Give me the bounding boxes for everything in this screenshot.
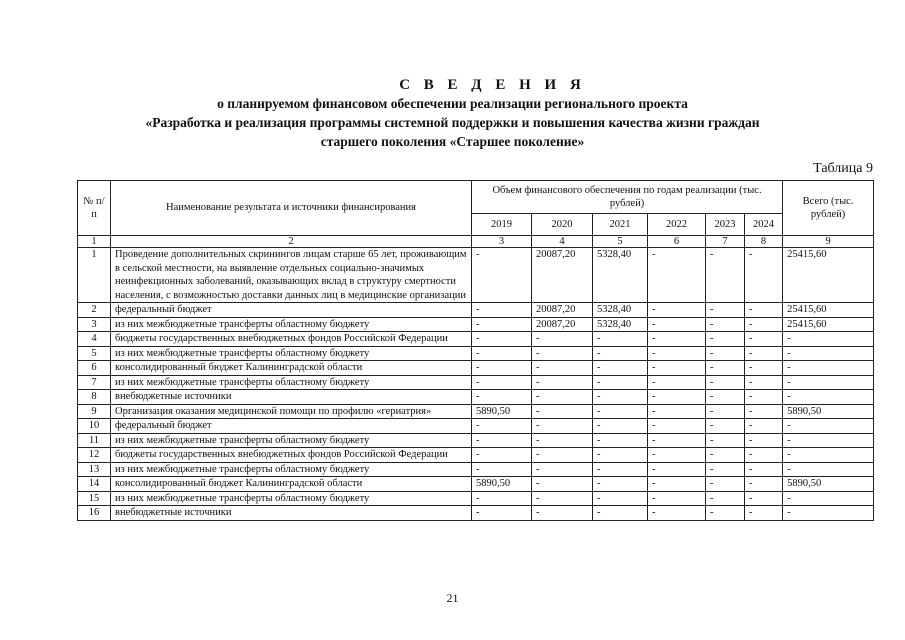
row-total: - bbox=[783, 375, 874, 390]
value-2021: 5328,40 bbox=[593, 248, 648, 303]
value-2022: - bbox=[648, 462, 706, 477]
row-total: - bbox=[783, 491, 874, 506]
header-year-2019: 2019 bbox=[472, 214, 532, 236]
subtitle-line-3: старшего поколения «Старшее поколение» bbox=[320, 134, 585, 149]
row-name: из них межбюджетные трансферты областному бюджету bbox=[111, 346, 472, 361]
value-2019: - bbox=[472, 419, 532, 434]
table-row bbox=[78, 332, 874, 347]
row-total: - bbox=[783, 506, 874, 521]
value-2023: - bbox=[706, 419, 745, 434]
row-number: 2 bbox=[78, 303, 111, 318]
value-2021: - bbox=[593, 419, 648, 434]
value-2021: 5328,40 bbox=[593, 317, 648, 332]
table-row bbox=[78, 419, 874, 434]
row-number: 6 bbox=[78, 361, 111, 376]
value-2021: - bbox=[593, 390, 648, 405]
row-name: из них межбюджетные трансферты областному бюджету bbox=[111, 491, 472, 506]
value-2022: - bbox=[648, 419, 706, 434]
header-name: Наименование результата и источники финансирования bbox=[111, 181, 472, 236]
row-total: - bbox=[783, 419, 874, 434]
header-year-2021: 2021 bbox=[593, 214, 648, 236]
column-number: 6 bbox=[648, 236, 706, 248]
value-2023: - bbox=[706, 404, 745, 419]
value-2021: - bbox=[593, 462, 648, 477]
value-2022: - bbox=[648, 448, 706, 463]
value-2019: - bbox=[472, 361, 532, 376]
column-number: 8 bbox=[745, 236, 783, 248]
column-number: 7 bbox=[706, 236, 745, 248]
value-2022: - bbox=[648, 332, 706, 347]
table-row bbox=[78, 346, 874, 361]
page-number: 21 bbox=[446, 591, 459, 605]
row-number: 1 bbox=[78, 248, 111, 303]
table-row bbox=[78, 317, 874, 332]
value-2023: - bbox=[706, 390, 745, 405]
row-number: 5 bbox=[78, 346, 111, 361]
table-row bbox=[78, 506, 874, 521]
header-total: Всего (тыс. рублей) bbox=[783, 181, 874, 236]
row-number: 8 bbox=[78, 390, 111, 405]
value-2023: - bbox=[706, 248, 745, 303]
financing-table bbox=[77, 180, 874, 521]
value-2020: 20087,20 bbox=[532, 317, 593, 332]
value-2019: - bbox=[472, 433, 532, 448]
value-2019: - bbox=[472, 462, 532, 477]
value-2020: - bbox=[532, 375, 593, 390]
row-total: 5890,50 bbox=[783, 404, 874, 419]
row-total: 25415,60 bbox=[783, 303, 874, 318]
row-name: из них межбюджетные трансферты областному бюджету bbox=[111, 317, 472, 332]
column-number: 5 bbox=[593, 236, 648, 248]
row-number: 11 bbox=[78, 433, 111, 448]
row-number: 3 bbox=[78, 317, 111, 332]
row-number: 16 bbox=[78, 506, 111, 521]
value-2020: - bbox=[532, 491, 593, 506]
value-2022: - bbox=[648, 375, 706, 390]
value-2020: - bbox=[532, 419, 593, 434]
header-year-2023: 2023 bbox=[706, 214, 745, 236]
value-2024: - bbox=[745, 491, 783, 506]
row-number: 15 bbox=[78, 491, 111, 506]
value-2023: - bbox=[706, 346, 745, 361]
value-2022: - bbox=[648, 317, 706, 332]
row-name: консолидированный бюджет Калининградской области bbox=[111, 361, 472, 376]
value-2020: - bbox=[532, 477, 593, 492]
value-2021: - bbox=[593, 361, 648, 376]
value-2021: - bbox=[593, 346, 648, 361]
value-2019: - bbox=[472, 317, 532, 332]
value-2023: - bbox=[706, 462, 745, 477]
row-total: - bbox=[783, 332, 874, 347]
row-number: 9 bbox=[78, 404, 111, 419]
table-row bbox=[78, 462, 874, 477]
value-2024: - bbox=[745, 448, 783, 463]
column-number: 4 bbox=[532, 236, 593, 248]
row-number: 10 bbox=[78, 419, 111, 434]
table-row bbox=[78, 303, 874, 318]
row-total: - bbox=[783, 361, 874, 376]
value-2020: - bbox=[532, 346, 593, 361]
header-year-2024: 2024 bbox=[745, 214, 783, 236]
value-2020: - bbox=[532, 462, 593, 477]
table-row bbox=[78, 448, 874, 463]
value-2020: 20087,20 bbox=[532, 303, 593, 318]
column-number: 1 bbox=[78, 236, 111, 248]
value-2020: - bbox=[532, 332, 593, 347]
table-row bbox=[78, 433, 874, 448]
row-name: консолидированный бюджет Калининградской области bbox=[111, 477, 472, 492]
row-name: из них межбюджетные трансферты областному бюджету bbox=[111, 375, 472, 390]
value-2024: - bbox=[745, 462, 783, 477]
row-name: Организация оказания медицинской помощи по профилю «гериатрия» bbox=[111, 404, 472, 419]
value-2021: 5328,40 bbox=[593, 303, 648, 318]
value-2024: - bbox=[745, 361, 783, 376]
value-2020: - bbox=[532, 433, 593, 448]
value-2020: - bbox=[532, 390, 593, 405]
value-2019: - bbox=[472, 491, 532, 506]
value-2019: - bbox=[472, 375, 532, 390]
value-2021: - bbox=[593, 433, 648, 448]
value-2021: - bbox=[593, 491, 648, 506]
value-2019: - bbox=[472, 448, 532, 463]
value-2023: - bbox=[706, 491, 745, 506]
subtitle-line-2: «Разработка и реализация программы системной поддержки и повышения качества жизни граждан bbox=[145, 115, 760, 130]
table-row bbox=[78, 361, 874, 376]
header-num: № п/п bbox=[78, 181, 111, 236]
value-2022: - bbox=[648, 390, 706, 405]
row-total: 25415,60 bbox=[783, 248, 874, 303]
value-2023: - bbox=[706, 477, 745, 492]
value-2019: - bbox=[472, 248, 532, 303]
row-name: федеральный бюджет bbox=[111, 303, 472, 318]
value-2022: - bbox=[648, 506, 706, 521]
value-2019: - bbox=[472, 346, 532, 361]
table-label: Таблица 9 bbox=[813, 161, 873, 176]
value-2021: - bbox=[593, 332, 648, 347]
value-2019: 5890,50 bbox=[472, 404, 532, 419]
value-2023: - bbox=[706, 361, 745, 376]
value-2024: - bbox=[745, 248, 783, 303]
table-row bbox=[78, 248, 874, 303]
value-2021: - bbox=[593, 404, 648, 419]
document-title: С В Е Д Е Н И Я bbox=[399, 77, 586, 93]
row-name: федеральный бюджет bbox=[111, 419, 472, 434]
value-2024: - bbox=[745, 303, 783, 318]
row-total: - bbox=[783, 448, 874, 463]
value-2024: - bbox=[745, 375, 783, 390]
value-2024: - bbox=[745, 433, 783, 448]
row-total: - bbox=[783, 346, 874, 361]
value-2022: - bbox=[648, 361, 706, 376]
value-2022: - bbox=[648, 433, 706, 448]
value-2024: - bbox=[745, 506, 783, 521]
value-2022: - bbox=[648, 303, 706, 318]
table-body bbox=[78, 236, 874, 521]
row-name: бюджеты государственных внебюджетных фондов Российской Федерации bbox=[111, 332, 472, 347]
value-2024: - bbox=[745, 419, 783, 434]
row-name: из них межбюджетные трансферты областному бюджету bbox=[111, 462, 472, 477]
table-row bbox=[78, 491, 874, 506]
value-2021: - bbox=[593, 448, 648, 463]
value-2023: - bbox=[706, 448, 745, 463]
value-2024: - bbox=[745, 404, 783, 419]
value-2022: - bbox=[648, 346, 706, 361]
value-2023: - bbox=[706, 433, 745, 448]
value-2022: - bbox=[648, 477, 706, 492]
header-year-2022: 2022 bbox=[648, 214, 706, 236]
row-total: 25415,60 bbox=[783, 317, 874, 332]
row-total: - bbox=[783, 390, 874, 405]
row-number: 12 bbox=[78, 448, 111, 463]
value-2019: 5890,50 bbox=[472, 477, 532, 492]
value-2023: - bbox=[706, 332, 745, 347]
value-2023: - bbox=[706, 303, 745, 318]
value-2019: - bbox=[472, 332, 532, 347]
row-number: 7 bbox=[78, 375, 111, 390]
value-2024: - bbox=[745, 332, 783, 347]
value-2020: - bbox=[532, 448, 593, 463]
row-name: Проведение дополнительных скринингов лицам старше 65 лет, проживающим в сельской местности, на выявление отдельных социально-значимых неинфекционных заболеваний, оказывающих вклад в структуру смертности населения, с возможностью доставки данных лиц в медицинские организации bbox=[111, 248, 472, 303]
column-number: 9 bbox=[783, 236, 874, 248]
row-number: 4 bbox=[78, 332, 111, 347]
row-number: 13 bbox=[78, 462, 111, 477]
table-row bbox=[78, 404, 874, 419]
row-number: 14 bbox=[78, 477, 111, 492]
column-number: 3 bbox=[472, 236, 532, 248]
column-numbers-row bbox=[78, 236, 874, 248]
header-year-2020: 2020 bbox=[532, 214, 593, 236]
value-2024: - bbox=[745, 390, 783, 405]
value-2020: - bbox=[532, 506, 593, 521]
value-2020: 20087,20 bbox=[532, 248, 593, 303]
value-2024: - bbox=[745, 317, 783, 332]
column-number: 2 bbox=[111, 236, 472, 248]
value-2019: - bbox=[472, 390, 532, 405]
row-name: бюджеты государственных внебюджетных фондов Российской Федерации bbox=[111, 448, 472, 463]
row-name: внебюджетные источники bbox=[111, 506, 472, 521]
row-name: внебюджетные источники bbox=[111, 390, 472, 405]
table-row bbox=[78, 477, 874, 492]
subtitle-line-1: о планируемом финансовом обеспечении реализации регионального проекта bbox=[217, 96, 688, 111]
value-2021: - bbox=[593, 506, 648, 521]
value-2020: - bbox=[532, 361, 593, 376]
row-name: из них межбюджетные трансферты областному бюджету bbox=[111, 433, 472, 448]
row-total: 5890,50 bbox=[783, 477, 874, 492]
row-total: - bbox=[783, 462, 874, 477]
value-2023: - bbox=[706, 375, 745, 390]
value-2019: - bbox=[472, 303, 532, 318]
value-2023: - bbox=[706, 506, 745, 521]
header-years-group: Объем финансового обеспечения по годам реализации (тыс. рублей) bbox=[472, 181, 783, 214]
row-total: - bbox=[783, 433, 874, 448]
value-2020: - bbox=[532, 404, 593, 419]
value-2023: - bbox=[706, 317, 745, 332]
value-2021: - bbox=[593, 375, 648, 390]
value-2024: - bbox=[745, 346, 783, 361]
value-2022: - bbox=[648, 248, 706, 303]
document-header bbox=[0, 76, 905, 151]
value-2024: - bbox=[745, 477, 783, 492]
value-2021: - bbox=[593, 477, 648, 492]
value-2019: - bbox=[472, 506, 532, 521]
table-row bbox=[78, 375, 874, 390]
value-2022: - bbox=[648, 404, 706, 419]
table-row bbox=[78, 390, 874, 405]
value-2022: - bbox=[648, 491, 706, 506]
